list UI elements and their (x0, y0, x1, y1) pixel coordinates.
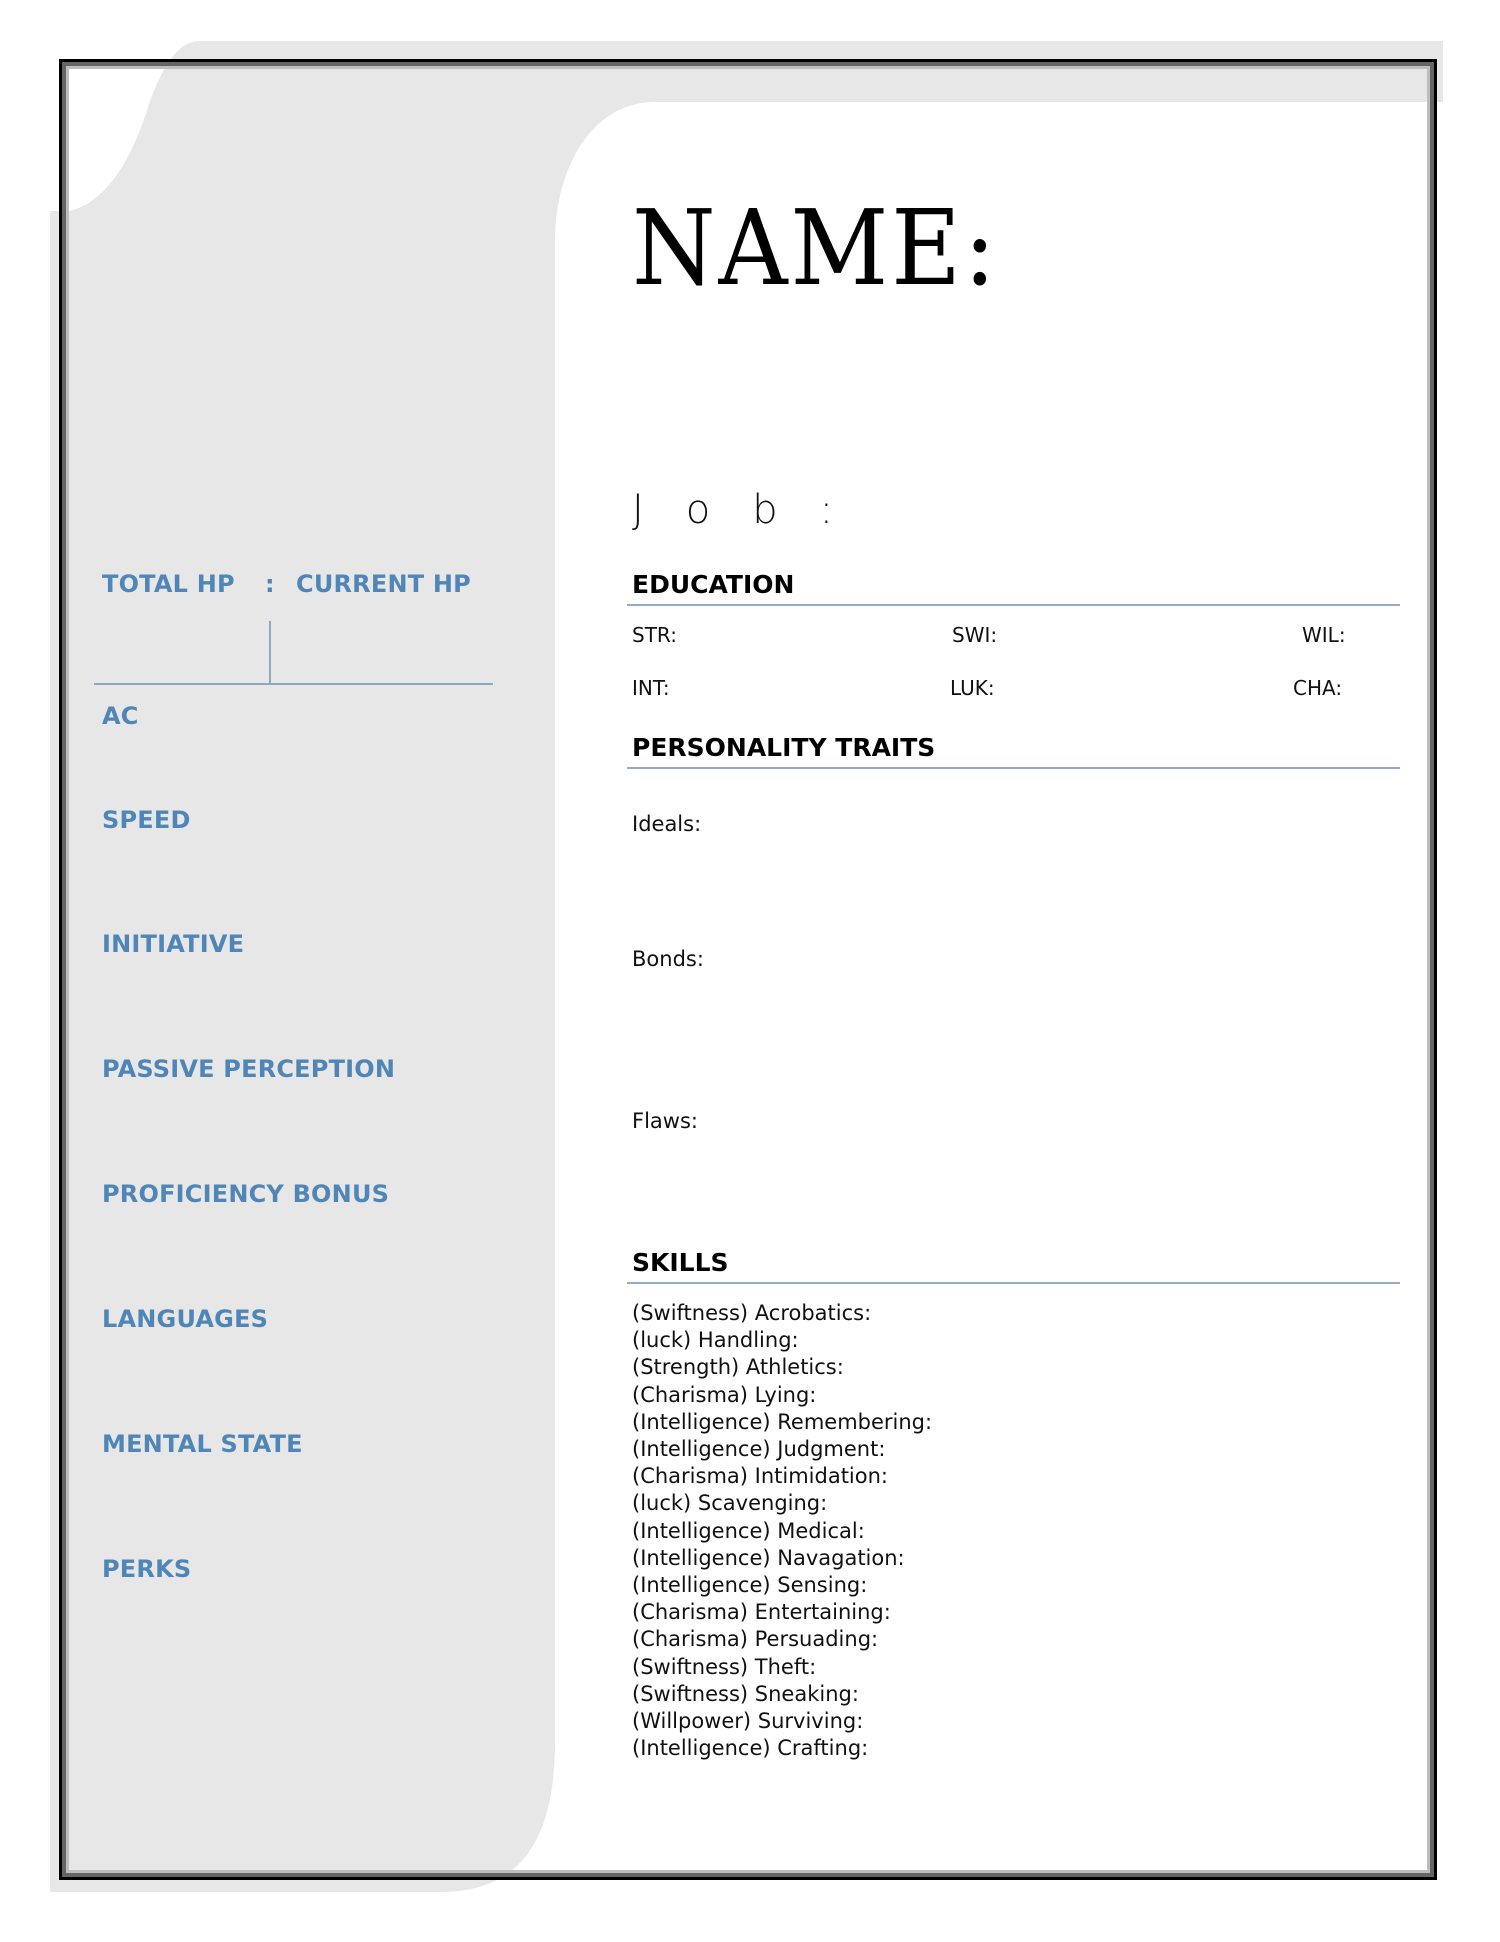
passive-perception-label: PASSIVE PERCEPTION (102, 1055, 396, 1083)
stat-swi: SWI: (952, 623, 998, 647)
current-hp-label: CURRENT HP (296, 570, 471, 598)
job-label: Job: (632, 487, 876, 533)
stat-str: STR: (632, 623, 677, 647)
ideals-label: Ideals: (632, 812, 702, 836)
hp-divider-vertical (269, 621, 271, 684)
skill-item: (luck) Handling: (632, 1328, 799, 1353)
skill-item: (Intelligence) Judgment: (632, 1437, 886, 1462)
skill-item: (Intelligence) Medical: (632, 1518, 865, 1543)
name-heading: NAME: (632, 187, 999, 309)
skill-item: (Swiftness) Acrobatics: (632, 1301, 872, 1325)
initiative-label: INITIATIVE (102, 930, 245, 958)
stat-int: INT: (632, 676, 670, 700)
skills-rule (627, 1282, 1400, 1284)
skills-list (632, 1300, 932, 1762)
languages-label: LANGUAGES (102, 1305, 269, 1333)
skill-item: (Intelligence) Crafting: (632, 1736, 869, 1761)
stat-wil: WIL: (1302, 623, 1346, 647)
education-rule (627, 604, 1400, 606)
skill-item: (Intelligence) Sensing: (632, 1573, 868, 1598)
skill-item: (Charisma) Intimidation: (632, 1464, 888, 1489)
skill-item: (Intelligence) Navagation: (632, 1545, 905, 1570)
personality-traits-heading: PERSONALITY TRAITS (632, 733, 936, 762)
hp-divider-horizontal (94, 683, 493, 685)
skill-item: (Charisma) Persuading: (632, 1627, 879, 1652)
stat-cha: CHA: (1293, 676, 1343, 700)
personality-traits-rule (627, 767, 1400, 769)
stat-luk: LUK: (950, 676, 995, 700)
education-heading: EDUCATION (632, 570, 795, 599)
skill-item: (Charisma) Lying: (632, 1382, 817, 1407)
speed-label: SPEED (102, 806, 191, 834)
skill-item: (Strength) Athletics: (632, 1355, 844, 1380)
perks-label: PERKS (102, 1555, 192, 1583)
mental-state-label: MENTAL STATE (102, 1430, 303, 1458)
skill-item: (Charisma) Entertaining: (632, 1600, 891, 1625)
skill-item: (Intelligence) Remembering: (632, 1409, 933, 1434)
ac-label: AC (102, 702, 139, 730)
skills-heading: SKILLS (632, 1248, 729, 1277)
skill-item: (Swiftness) Sneaking: (632, 1681, 859, 1706)
skill-item: (Swiftness) Theft: (632, 1654, 817, 1679)
skill-item: (Willpower) Surviving: (632, 1709, 864, 1734)
bonds-label: Bonds: (632, 947, 704, 971)
hp-separator: : (265, 570, 275, 598)
proficiency-bonus-label: PROFICIENCY BONUS (102, 1180, 390, 1208)
total-hp-label: TOTAL HP (102, 570, 235, 598)
skill-item: (luck) Scavenging: (632, 1491, 828, 1516)
flaws-label: Flaws: (632, 1109, 698, 1133)
